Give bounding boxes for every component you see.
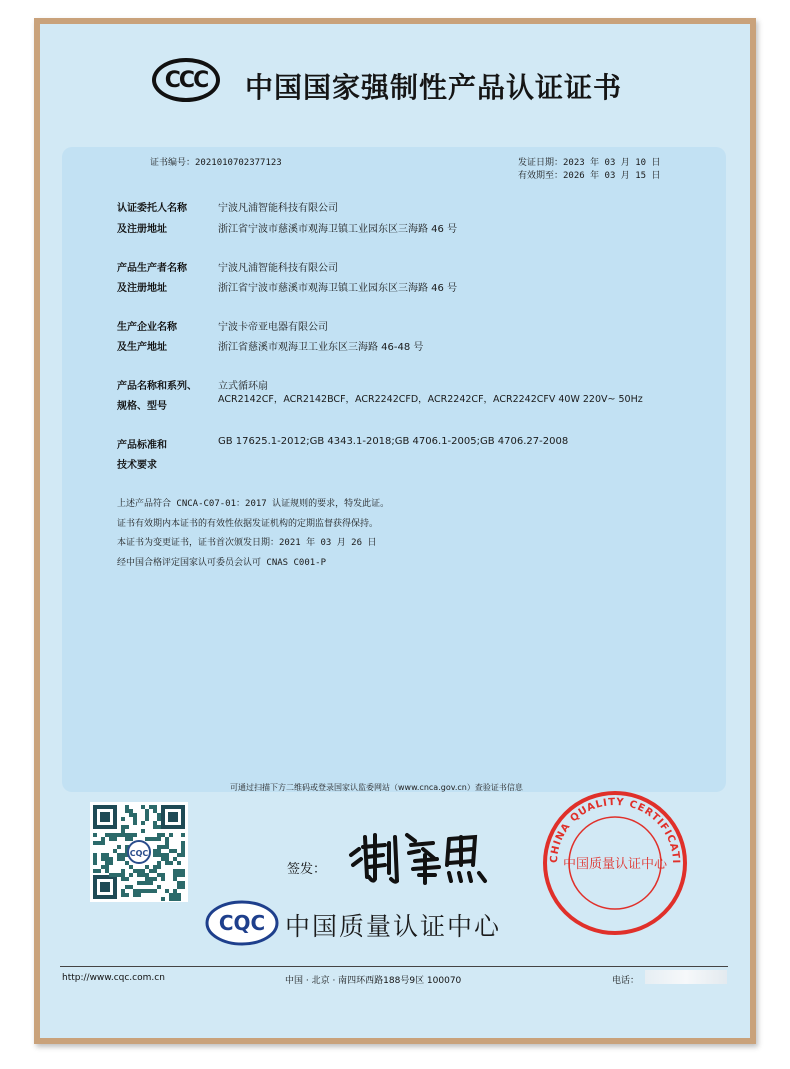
footer-divider: [60, 966, 728, 967]
footer-phone-label: 电话：: [612, 976, 640, 986]
factory-address-value: 浙江省慈溪市观海卫工业东区三海路 46-48 号: [218, 342, 424, 353]
issue-date: 2023 年 03 月 10 日: [563, 158, 661, 168]
applicant-name-label: 认证委托人名称: [117, 203, 187, 214]
official-seal: [540, 788, 690, 942]
svg-text:中国质量认证中心: 中国质量认证中心: [562, 857, 668, 872]
certificate-number-row: [150, 155, 282, 168]
issue-date-row: [518, 155, 660, 168]
product-name-value: 立式循环扇: [218, 381, 268, 392]
certificate-number-label: 证书编号：: [150, 158, 196, 168]
note-line-1: 上述产品符合 CNCA-C07-01：2017 认证规则的要求，特发此证。: [117, 499, 390, 509]
issue-date-label: 发证日期：: [518, 158, 564, 168]
manufacturer-address-value: 浙江省宁波市慈溪市观海卫镇工业园东区三海路 46 号: [218, 283, 458, 294]
standards-label: 产品标准和: [117, 440, 167, 451]
note-line-2: 证书有效期内本证书的有效性依据发证机构的定期监督获得保持。: [117, 519, 379, 529]
footer-address: 中国 · 北京 · 南四环西路188号9区 100070: [285, 976, 462, 986]
product-model-label: 规格、型号: [117, 401, 167, 412]
applicant-address-label: 及注册地址: [117, 224, 167, 235]
expiry-date-row: [518, 168, 660, 181]
manufacturer-name-label: 产品生产者名称: [117, 263, 187, 274]
certificate-title: 中国国家强制性产品认证证书: [245, 71, 623, 104]
content-panel: [62, 147, 726, 792]
ccc-logo-text: CCC: [164, 67, 208, 93]
issuer-name: 中国质量认证中心: [285, 912, 502, 941]
svg-text:CHINA QUALITY CERTIFICATION CE: CHINA QUALITY CERTIFICATI: [548, 796, 682, 865]
expiry-date-label: 有效期至：: [518, 171, 564, 181]
cqc-logo: [205, 900, 279, 950]
note-line-4: 经中国合格评定国家认可委员会认可 CNAS C001-P: [117, 558, 327, 568]
applicant-name-value: 宁波凡浦智能科技有限公司: [218, 203, 338, 214]
expiry-date: 2026 年 03 月 15 日: [563, 171, 661, 181]
verification-note: 可通过扫描下方二维码或登录国家认监委网站（www.cnca.gov.cn）查验证书信息: [230, 783, 523, 792]
signature-label: 签发：: [287, 862, 327, 877]
product-name-label: 产品名称和系列、: [117, 381, 197, 392]
factory-name-value: 宁波卡帝亚电器有限公司: [218, 322, 328, 333]
applicant-address-value: 浙江省宁波市慈溪市观海卫镇工业园东区三海路 46 号: [218, 224, 458, 235]
product-model-value: ACR2142CF，ACR2142BCF，ACR2242CFD，ACR2242CF，ACR2242CFV 40W 220V~ 50Hz: [218, 394, 643, 405]
certificate-number: 2021010702377123: [195, 158, 282, 168]
manufacturer-address-label: 及注册地址: [117, 283, 167, 294]
manufacturer-name-value: 宁波凡浦智能科技有限公司: [218, 263, 338, 274]
factory-address-label: 及生产地址: [117, 342, 167, 353]
footer-website[interactable]: http://www.cqc.com.cn: [62, 973, 165, 983]
qr-code[interactable]: [90, 802, 188, 902]
standards-label-2: 技术要求: [117, 460, 157, 471]
signature: [345, 825, 495, 889]
note-line-3: 本证书为变更证书，证书首次颁发日期：2021 年 03 月 26 日: [117, 538, 377, 548]
ccc-logo: [152, 58, 220, 102]
standards-value: GB 17625.1-2012;GB 4343.1-2018;GB 4706.1-2005;GB 4706.27-2008: [218, 436, 569, 447]
svg-text:CQC: CQC: [129, 849, 149, 858]
factory-name-label: 生产企业名称: [117, 322, 177, 333]
redacted-phone: [645, 970, 727, 984]
cqc-logo-text: CQC: [218, 911, 266, 935]
